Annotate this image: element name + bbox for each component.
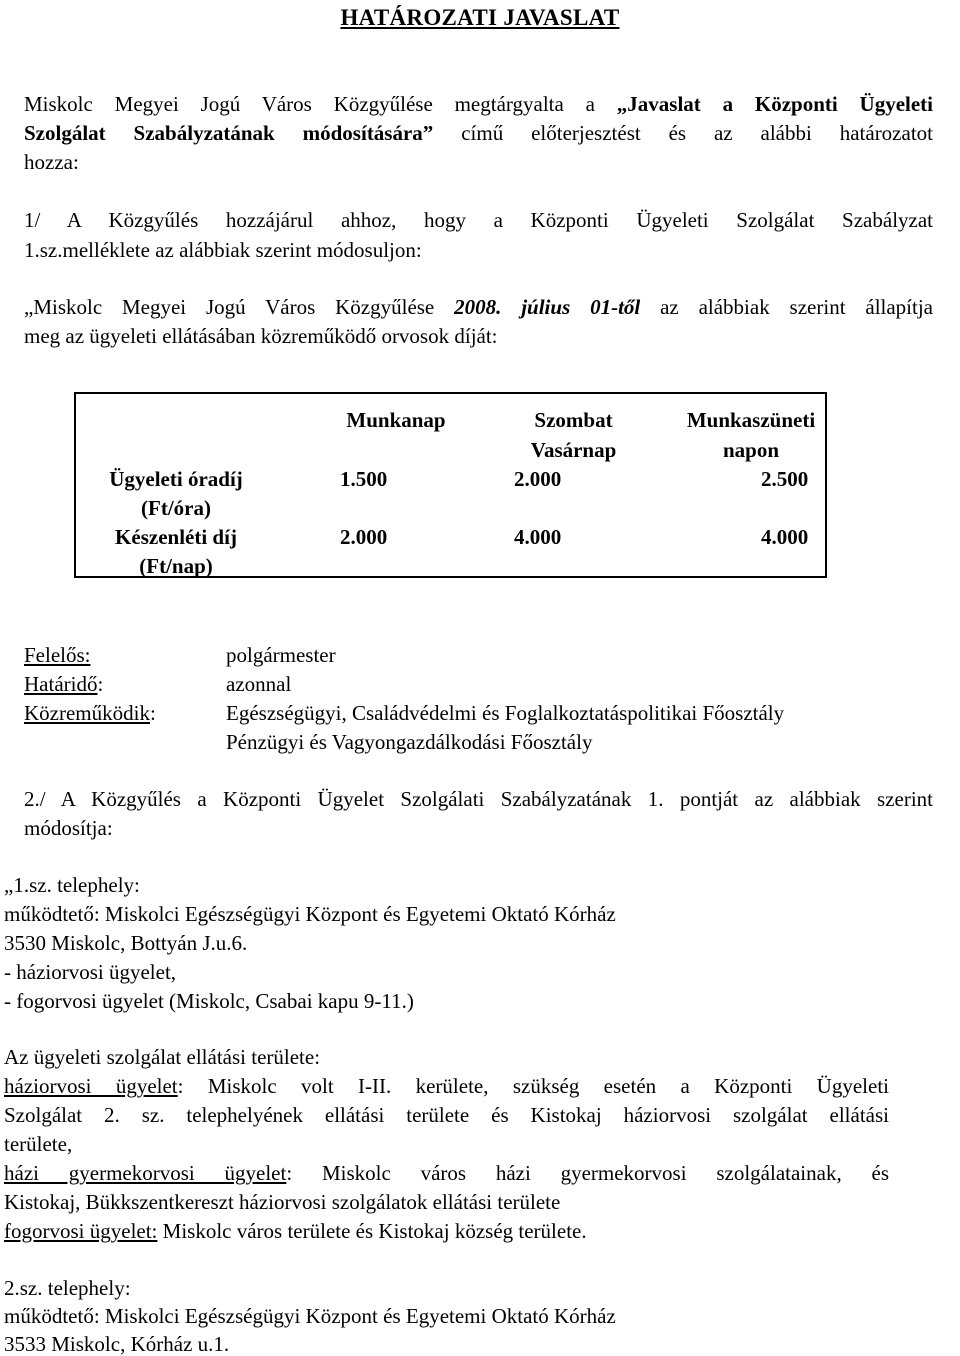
- cell-hourly-workday: 1.500: [340, 467, 388, 491]
- ped-line-2: Kistokaj, Bükkszentkereszt háziorvosi szolgálatok ellátási területe: [4, 1190, 561, 1214]
- cell-standby-workday: 2.000: [340, 525, 388, 549]
- responsible-label: Felelős:: [24, 643, 91, 667]
- site1-heading: „1.sz. telephely:: [4, 873, 140, 897]
- cell-hourly-weekend: 2.000: [514, 467, 562, 491]
- intro-line-2: [24, 123, 933, 144]
- contributors-label-text: Közreműködik: [24, 701, 150, 725]
- intro-line-3: hozza:: [24, 150, 79, 174]
- point1-line-2: 1.sz.melléklete az alábbiak szerint módosuljon:: [24, 238, 422, 262]
- quote-line-2: meg az ügyeleti ellátásában közreműködő orvosok díját:: [24, 324, 498, 348]
- ped-text-1: : Miskolc város házi gyermekorvosi szolgálatainak, és: [286, 1161, 889, 1185]
- cell-standby-weekend: 4.000: [514, 525, 562, 549]
- dent-text: Miskolc város területe és Kistokaj község területe.: [157, 1219, 587, 1243]
- deadline-value: azonnal: [226, 672, 292, 696]
- cell-hourly-holiday: 2.500: [761, 467, 809, 491]
- col-header-weekend-2: Vasárnap: [530, 438, 617, 462]
- contributors-label: [24, 703, 156, 724]
- intro-text-2: című előterjesztést és az alábbi határozatot: [433, 121, 933, 145]
- deadline-colon: :: [97, 672, 104, 696]
- site2-heading: 2.sz. telephely:: [4, 1276, 131, 1300]
- ped-label: házi gyermekorvosi ügyelet: [4, 1161, 287, 1185]
- gp-label: háziorvosi ügyelet: [4, 1074, 178, 1098]
- site1-address: 3530 Miskolc, Bottyán J.u.6.: [4, 931, 248, 955]
- contributors-colon: :: [149, 701, 156, 725]
- site1-service-2: - fogorvosi ügyelet (Miskolc, Csabai kapu 9-11.): [4, 989, 414, 1013]
- col-header-workday: Munkanap: [346, 408, 446, 432]
- site1-service-1: - háziorvosi ügyelet,: [4, 960, 177, 984]
- cell-standby-holiday: 4.000: [761, 525, 809, 549]
- site1-operator: működtető: Miskolci Egészségügyi Központ és Egyetemi Oktató Kórház: [4, 902, 616, 926]
- deadline-label: [24, 674, 103, 695]
- contributor-1: Egészségügyi, Családvédelmi és Foglalkoztatáspolitikai Főosztály: [226, 701, 785, 725]
- effective-year: 2008.: [454, 295, 502, 319]
- area-heading: Az ügyeleti szolgálat ellátási területe:: [4, 1045, 321, 1069]
- intro-text: Miskolc Megyei Jogú Város Közgyűlése megtárgyalta a: [24, 92, 617, 116]
- ped-line-1: [4, 1163, 889, 1184]
- row-unit-standby: (Ft/nap): [139, 554, 213, 578]
- row-label-hourly: Ügyeleti óradíj: [109, 467, 243, 491]
- gp-line-1: [4, 1076, 889, 1097]
- col-header-holiday-2: napon: [722, 438, 780, 462]
- quote-text-2: az alábbiak szerint állapítja: [640, 295, 934, 319]
- point1-line-1: 1/ A Közgyűlés hozzájárul ahhoz, hogy a Központi Ügyeleti Szolgálat Szabályzat: [24, 208, 933, 232]
- point2-line-2: módosítja:: [24, 816, 113, 840]
- col-header-holiday: Munkaszüneti: [686, 408, 816, 432]
- quote-line-1: [24, 297, 933, 318]
- dent-line: [4, 1221, 587, 1242]
- document-title: HATÁROZATI JAVASLAT: [340, 5, 620, 30]
- intro-line-1: [24, 94, 933, 115]
- proposal-title-part2: Szolgálat Szabályzatának módosítására”: [24, 121, 434, 145]
- row-unit-hourly: (Ft/óra): [141, 496, 211, 520]
- contributor-2: Pénzügyi és Vagyongazdálkodási Főosztály: [226, 730, 593, 754]
- gp-line-2: Szolgálat 2. sz. telephelyének ellátási területe és Kistokaj háziorvosi szolgálat ellátási: [4, 1103, 889, 1127]
- site2-operator: működtető: Miskolci Egészségügyi Központ és Egyetemi Oktató Kórház: [4, 1304, 616, 1328]
- row-label-standby: Készenléti díj: [115, 525, 237, 549]
- quote-text: „Miskolc Megyei Jogú Város Közgyűlése: [24, 295, 455, 319]
- effective-date: július 01-től: [501, 295, 641, 319]
- fee-table: [74, 392, 827, 578]
- gp-line-3: területe,: [4, 1132, 73, 1156]
- site2-address: 3533 Miskolc, Kórház u.1.: [4, 1332, 230, 1356]
- responsible-value: polgármester: [226, 643, 336, 667]
- gp-text-1: : Miskolc volt I-II. kerülete, szükség esetén a Központi Ügyeleti: [177, 1074, 889, 1098]
- dent-label: fogorvosi ügyelet:: [4, 1219, 158, 1243]
- deadline-label-text: Határidő: [24, 672, 98, 696]
- point2-line-1: 2./ A Közgyűlés a Központi Ügyelet Szolgálati Szabályzatának 1. pontját az alábbiak szerint: [24, 787, 933, 811]
- proposal-title-part1: „Javaslat a Központi Ügyeleti: [616, 92, 933, 116]
- col-header-weekend: Szombat: [534, 408, 613, 432]
